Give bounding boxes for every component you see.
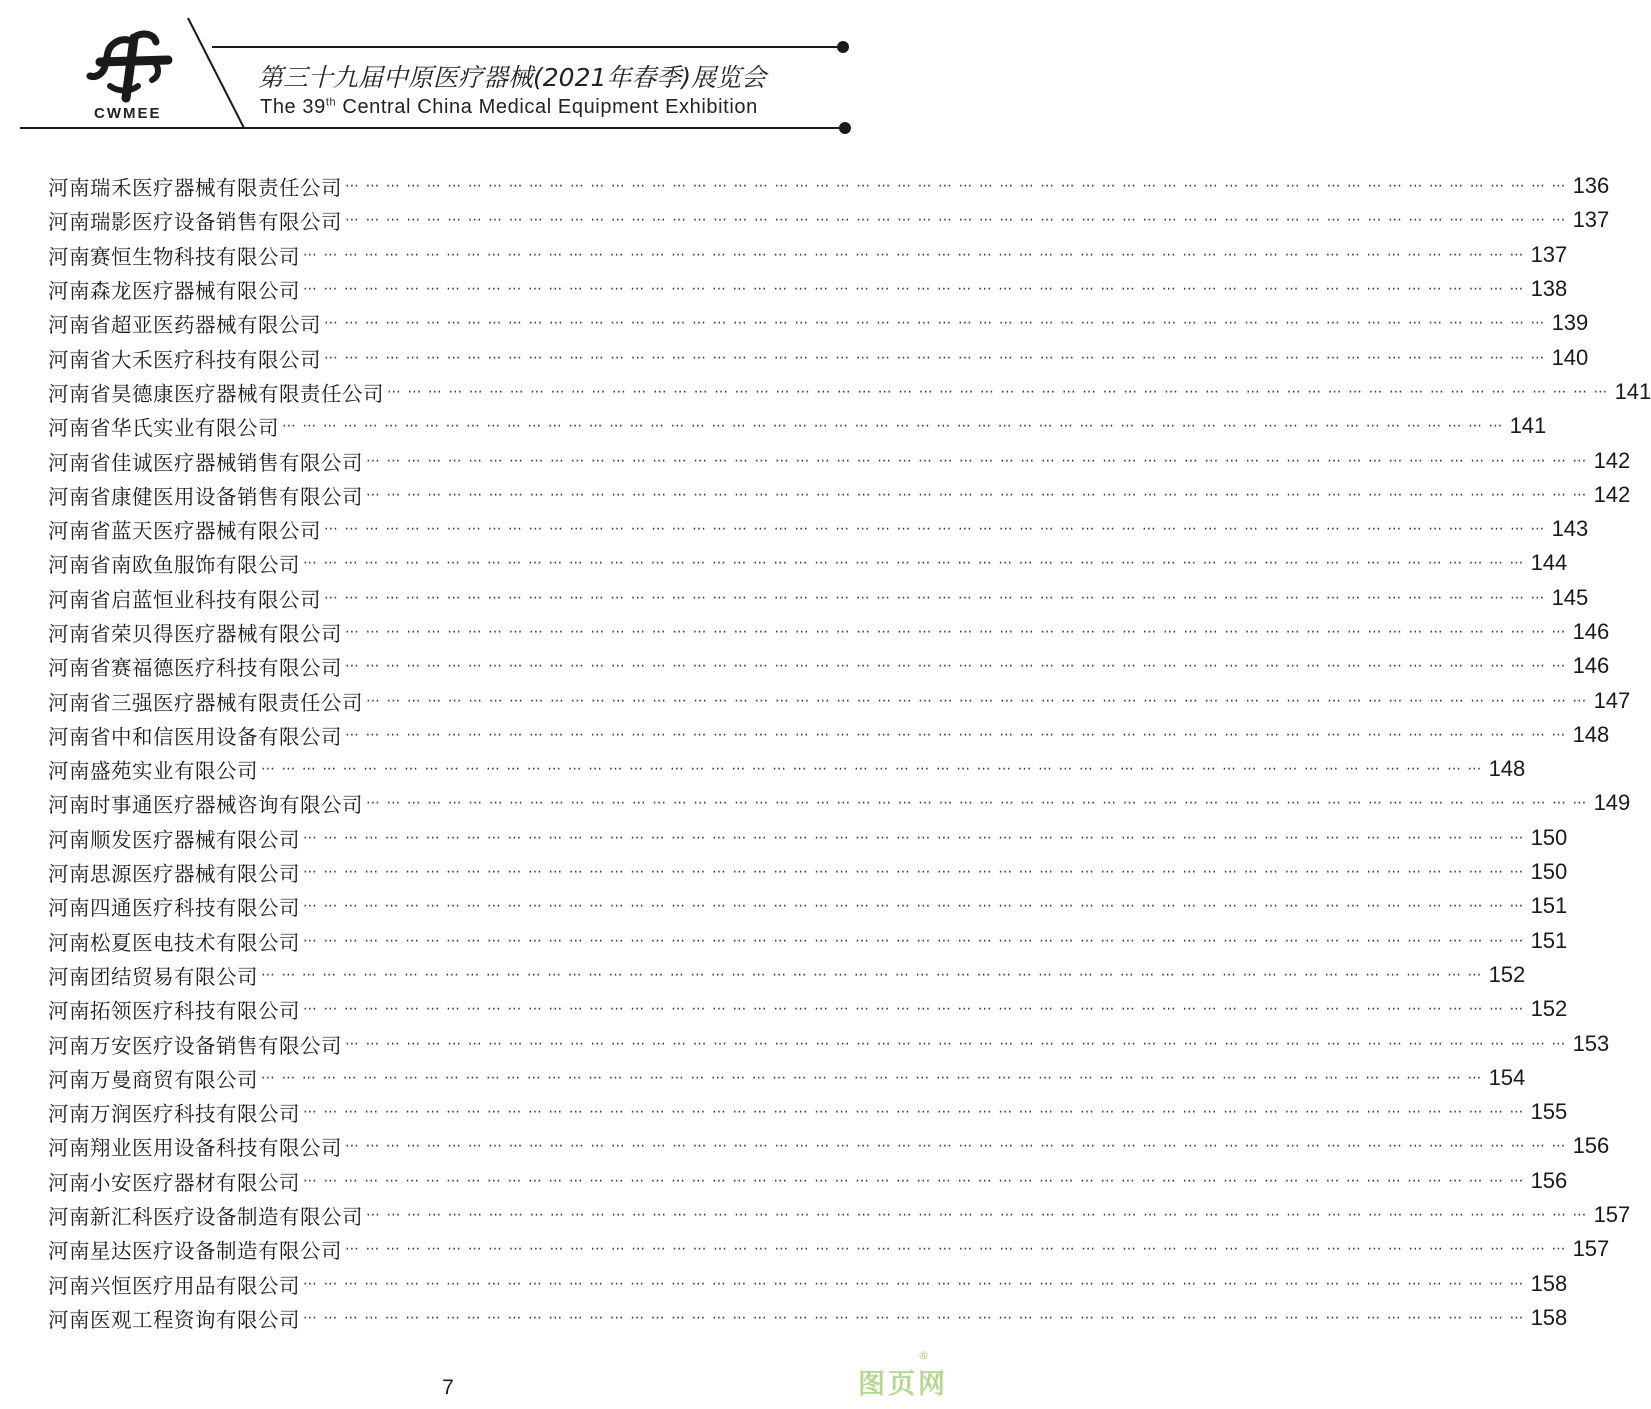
toc-entry xyxy=(48,821,1568,855)
toc-leader-dots: ⋯ ⋯ ⋯ ⋯ ⋯ ⋯ ⋯ ⋯ ⋯ ⋯ ⋯ ⋯ ⋯ ⋯ ⋯ ⋯ ⋯ ⋯ ⋯ ⋯ ⋯ ⋯ ⋯ ⋯ ⋯ ⋯ ⋯ ⋯ ⋯ ⋯ ⋯ ⋯ ⋯ ⋯ ⋯ ⋯ ⋯ ⋯ ⋯ ⋯ ⋯ ⋯ ⋯ ⋯ ⋯ ⋯ ⋯ ⋯ ⋯ ⋯ ⋯ ⋯ ⋯ ⋯ ⋯ ⋯ ⋯ ⋯ ⋯ ⋯ xyxy=(303,246,1525,263)
exhibition-title-cn: 第三十九届中原医疗器械(2021年春季)展览会 xyxy=(258,63,767,92)
toc-entry xyxy=(48,238,1568,272)
toc-leader-dots: ⋯ ⋯ ⋯ ⋯ ⋯ ⋯ ⋯ ⋯ ⋯ ⋯ ⋯ ⋯ ⋯ ⋯ ⋯ ⋯ ⋯ ⋯ ⋯ ⋯ ⋯ ⋯ ⋯ ⋯ ⋯ ⋯ ⋯ ⋯ ⋯ ⋯ ⋯ ⋯ ⋯ ⋯ ⋯ ⋯ ⋯ ⋯ ⋯ ⋯ ⋯ ⋯ ⋯ ⋯ ⋯ ⋯ ⋯ ⋯ ⋯ ⋯ ⋯ ⋯ ⋯ ⋯ ⋯ ⋯ ⋯ ⋯ ⋯ ⋯ xyxy=(303,898,1525,915)
toc-entry xyxy=(48,1129,1610,1163)
toc-entry xyxy=(48,1301,1568,1335)
toc-entry xyxy=(48,272,1568,306)
toc-entry-page: 152 xyxy=(1488,961,1526,987)
toc-leader-dots: ⋯ ⋯ ⋯ ⋯ ⋯ ⋯ ⋯ ⋯ ⋯ ⋯ ⋯ ⋯ ⋯ ⋯ ⋯ ⋯ ⋯ ⋯ ⋯ ⋯ ⋯ ⋯ ⋯ ⋯ ⋯ ⋯ ⋯ ⋯ ⋯ ⋯ ⋯ ⋯ ⋯ ⋯ ⋯ ⋯ ⋯ ⋯ ⋯ ⋯ ⋯ ⋯ ⋯ ⋯ ⋯ ⋯ ⋯ ⋯ ⋯ ⋯ ⋯ ⋯ ⋯ ⋯ ⋯ ⋯ ⋯ ⋯ ⋯ ⋯ xyxy=(303,1309,1525,1326)
toc-entry-page: 146 xyxy=(1572,653,1610,679)
toc-entry xyxy=(48,683,1631,717)
toc-entry xyxy=(48,649,1610,683)
toc-leader-dots: ⋯ ⋯ ⋯ ⋯ ⋯ ⋯ ⋯ ⋯ ⋯ ⋯ ⋯ ⋯ ⋯ ⋯ ⋯ ⋯ ⋯ ⋯ ⋯ ⋯ ⋯ ⋯ ⋯ ⋯ ⋯ ⋯ ⋯ ⋯ ⋯ ⋯ ⋯ ⋯ ⋯ ⋯ ⋯ ⋯ ⋯ ⋯ ⋯ ⋯ ⋯ ⋯ ⋯ ⋯ ⋯ ⋯ ⋯ ⋯ ⋯ ⋯ ⋯ ⋯ ⋯ ⋯ ⋯ ⋯ ⋯ ⋯ ⋯ ⋯ xyxy=(345,624,1567,640)
toc-leader-dots: ⋯ ⋯ ⋯ ⋯ ⋯ ⋯ ⋯ ⋯ ⋯ ⋯ ⋯ ⋯ ⋯ ⋯ ⋯ ⋯ ⋯ ⋯ ⋯ ⋯ ⋯ ⋯ ⋯ ⋯ ⋯ ⋯ ⋯ ⋯ ⋯ ⋯ ⋯ ⋯ ⋯ ⋯ ⋯ ⋯ ⋯ ⋯ ⋯ ⋯ ⋯ ⋯ ⋯ ⋯ ⋯ ⋯ ⋯ ⋯ ⋯ ⋯ ⋯ ⋯ ⋯ ⋯ ⋯ ⋯ ⋯ ⋯ ⋯ ⋯ xyxy=(345,1241,1567,1258)
toc-entry-page: 154 xyxy=(1488,1064,1526,1090)
toc-entry-page: 155 xyxy=(1530,1099,1568,1125)
title-en-prefix: The 39 xyxy=(260,96,326,118)
toc-entry-page: 158 xyxy=(1530,1304,1568,1330)
toc-entry-name: 河南万润医疗科技有限公司 xyxy=(48,1102,300,1127)
toc-leader-dots: ⋯ ⋯ ⋯ ⋯ ⋯ ⋯ ⋯ ⋯ ⋯ ⋯ ⋯ ⋯ ⋯ ⋯ ⋯ ⋯ ⋯ ⋯ ⋯ ⋯ ⋯ ⋯ ⋯ ⋯ ⋯ ⋯ ⋯ ⋯ ⋯ ⋯ ⋯ ⋯ ⋯ ⋯ ⋯ ⋯ ⋯ ⋯ ⋯ ⋯ ⋯ ⋯ ⋯ ⋯ ⋯ ⋯ ⋯ ⋯ ⋯ ⋯ ⋯ ⋯ ⋯ ⋯ ⋯ ⋯ ⋯ ⋯ ⋯ ⋯ xyxy=(303,281,1525,298)
toc-entry xyxy=(48,443,1631,477)
toc-entry-name: 河南医观工程资询有限公司 xyxy=(48,1307,300,1332)
toc-entry-name: 河南新汇科医疗设备制造有限公司 xyxy=(48,1205,363,1230)
toc-entry xyxy=(48,169,1610,203)
toc-entry-name: 河南省大禾医疗科技有限公司 xyxy=(48,347,321,372)
toc-leader-dots: ⋯ ⋯ ⋯ ⋯ ⋯ ⋯ ⋯ ⋯ ⋯ ⋯ ⋯ ⋯ ⋯ ⋯ ⋯ ⋯ ⋯ ⋯ ⋯ ⋯ ⋯ ⋯ ⋯ ⋯ ⋯ ⋯ ⋯ ⋯ ⋯ ⋯ ⋯ ⋯ ⋯ ⋯ ⋯ ⋯ ⋯ ⋯ ⋯ ⋯ ⋯ ⋯ ⋯ ⋯ ⋯ ⋯ ⋯ ⋯ ⋯ ⋯ ⋯ ⋯ ⋯ ⋯ ⋯ ⋯ ⋯ ⋯ ⋯ ⋯ xyxy=(324,315,1546,332)
toc-entry-name: 河南万安医疗设备销售有限公司 xyxy=(48,1033,342,1058)
toc-entry-name: 河南顺发医疗器械有限公司 xyxy=(48,827,300,852)
toc-entry-name: 河南省启蓝恒业科技有限公司 xyxy=(48,587,321,612)
toc-entry-name: 河南兴恒医疗用品有限公司 xyxy=(48,1273,300,1298)
toc-leader-dots: ⋯ ⋯ ⋯ ⋯ ⋯ ⋯ ⋯ ⋯ ⋯ ⋯ ⋯ ⋯ ⋯ ⋯ ⋯ ⋯ ⋯ ⋯ ⋯ ⋯ ⋯ ⋯ ⋯ ⋯ ⋯ ⋯ ⋯ ⋯ ⋯ ⋯ ⋯ ⋯ ⋯ ⋯ ⋯ ⋯ ⋯ ⋯ ⋯ ⋯ ⋯ ⋯ ⋯ ⋯ ⋯ ⋯ ⋯ ⋯ ⋯ ⋯ ⋯ ⋯ ⋯ ⋯ ⋯ ⋯ ⋯ ⋯ ⋯ ⋯ xyxy=(261,761,1483,778)
toc-leader-dots: ⋯ ⋯ ⋯ ⋯ ⋯ ⋯ ⋯ ⋯ ⋯ ⋯ ⋯ ⋯ ⋯ ⋯ ⋯ ⋯ ⋯ ⋯ ⋯ ⋯ ⋯ ⋯ ⋯ ⋯ ⋯ ⋯ ⋯ ⋯ ⋯ ⋯ ⋯ ⋯ ⋯ ⋯ ⋯ ⋯ ⋯ ⋯ ⋯ ⋯ ⋯ ⋯ ⋯ ⋯ ⋯ ⋯ ⋯ ⋯ ⋯ ⋯ ⋯ ⋯ ⋯ ⋯ ⋯ ⋯ ⋯ ⋯ ⋯ ⋯ xyxy=(303,555,1525,572)
toc-leader-dots: ⋯ ⋯ ⋯ ⋯ ⋯ ⋯ ⋯ ⋯ ⋯ ⋯ ⋯ ⋯ ⋯ ⋯ ⋯ ⋯ ⋯ ⋯ ⋯ ⋯ ⋯ ⋯ ⋯ ⋯ ⋯ ⋯ ⋯ ⋯ ⋯ ⋯ ⋯ ⋯ ⋯ ⋯ ⋯ ⋯ ⋯ ⋯ ⋯ ⋯ ⋯ ⋯ ⋯ ⋯ ⋯ ⋯ ⋯ ⋯ ⋯ ⋯ ⋯ ⋯ ⋯ ⋯ ⋯ ⋯ ⋯ ⋯ ⋯ ⋯ xyxy=(303,932,1525,949)
toc-entry-name: 河南时事通医疗器械咨询有限公司 xyxy=(48,793,363,818)
toc-entry-page: 138 xyxy=(1530,276,1568,302)
cwmee-logo-icon xyxy=(90,34,168,98)
toc-entry xyxy=(48,958,1526,992)
toc-entry-name: 河南省佳诚医疗器械销售有限公司 xyxy=(48,450,363,475)
toc-leader-dots: ⋯ ⋯ ⋯ ⋯ ⋯ ⋯ ⋯ ⋯ ⋯ ⋯ ⋯ ⋯ ⋯ ⋯ ⋯ ⋯ ⋯ ⋯ ⋯ ⋯ ⋯ ⋯ ⋯ ⋯ ⋯ ⋯ ⋯ ⋯ ⋯ ⋯ ⋯ ⋯ ⋯ ⋯ ⋯ ⋯ ⋯ ⋯ ⋯ ⋯ ⋯ ⋯ ⋯ ⋯ ⋯ ⋯ ⋯ ⋯ ⋯ ⋯ ⋯ ⋯ ⋯ ⋯ ⋯ ⋯ ⋯ ⋯ ⋯ ⋯ xyxy=(345,178,1567,195)
toc-entry xyxy=(48,375,1651,409)
toc-leader-dots: ⋯ ⋯ ⋯ ⋯ ⋯ ⋯ ⋯ ⋯ ⋯ ⋯ ⋯ ⋯ ⋯ ⋯ ⋯ ⋯ ⋯ ⋯ ⋯ ⋯ ⋯ ⋯ ⋯ ⋯ ⋯ ⋯ ⋯ ⋯ ⋯ ⋯ ⋯ ⋯ ⋯ ⋯ ⋯ ⋯ ⋯ ⋯ ⋯ ⋯ ⋯ ⋯ ⋯ ⋯ ⋯ ⋯ ⋯ ⋯ ⋯ ⋯ ⋯ ⋯ ⋯ ⋯ ⋯ ⋯ ⋯ ⋯ ⋯ ⋯ xyxy=(303,864,1525,881)
toc-entry xyxy=(48,1061,1526,1095)
toc-entry xyxy=(48,1232,1610,1266)
page-header xyxy=(0,0,980,140)
toc-leader-dots: ⋯ ⋯ ⋯ ⋯ ⋯ ⋯ ⋯ ⋯ ⋯ ⋯ ⋯ ⋯ ⋯ ⋯ ⋯ ⋯ ⋯ ⋯ ⋯ ⋯ ⋯ ⋯ ⋯ ⋯ ⋯ ⋯ ⋯ ⋯ ⋯ ⋯ ⋯ ⋯ ⋯ ⋯ ⋯ ⋯ ⋯ ⋯ ⋯ ⋯ ⋯ ⋯ ⋯ ⋯ ⋯ ⋯ ⋯ ⋯ ⋯ ⋯ ⋯ ⋯ ⋯ ⋯ ⋯ ⋯ ⋯ ⋯ ⋯ ⋯ xyxy=(366,486,1588,503)
toc-entry-page: 144 xyxy=(1530,550,1568,576)
toc-leader-dots: ⋯ ⋯ ⋯ ⋯ ⋯ ⋯ ⋯ ⋯ ⋯ ⋯ ⋯ ⋯ ⋯ ⋯ ⋯ ⋯ ⋯ ⋯ ⋯ ⋯ ⋯ ⋯ ⋯ ⋯ ⋯ ⋯ ⋯ ⋯ ⋯ ⋯ ⋯ ⋯ ⋯ ⋯ ⋯ ⋯ ⋯ ⋯ ⋯ ⋯ ⋯ ⋯ ⋯ ⋯ ⋯ ⋯ ⋯ ⋯ ⋯ ⋯ ⋯ ⋯ ⋯ ⋯ ⋯ ⋯ ⋯ ⋯ ⋯ ⋯ xyxy=(345,658,1567,675)
toc-entry-name: 河南星达医疗设备制造有限公司 xyxy=(48,1239,342,1264)
toc-entry-page: 146 xyxy=(1572,619,1610,644)
title-en-suffix: Central China Medical Equipment Exhibition xyxy=(336,96,758,118)
toc-entry-page: 145 xyxy=(1551,584,1589,610)
toc-leader-dots: ⋯ ⋯ ⋯ ⋯ ⋯ ⋯ ⋯ ⋯ ⋯ ⋯ ⋯ ⋯ ⋯ ⋯ ⋯ ⋯ ⋯ ⋯ ⋯ ⋯ ⋯ ⋯ ⋯ ⋯ ⋯ ⋯ ⋯ ⋯ ⋯ ⋯ ⋯ ⋯ ⋯ ⋯ ⋯ ⋯ ⋯ ⋯ ⋯ ⋯ ⋯ ⋯ ⋯ ⋯ ⋯ ⋯ ⋯ ⋯ ⋯ ⋯ ⋯ ⋯ ⋯ ⋯ ⋯ ⋯ ⋯ ⋯ ⋯ ⋯ xyxy=(345,212,1567,229)
toc-leader-dots: ⋯ ⋯ ⋯ ⋯ ⋯ ⋯ ⋯ ⋯ ⋯ ⋯ ⋯ ⋯ ⋯ ⋯ ⋯ ⋯ ⋯ ⋯ ⋯ ⋯ ⋯ ⋯ ⋯ ⋯ ⋯ ⋯ ⋯ ⋯ ⋯ ⋯ ⋯ ⋯ ⋯ ⋯ ⋯ ⋯ ⋯ ⋯ ⋯ ⋯ ⋯ ⋯ ⋯ ⋯ ⋯ ⋯ ⋯ ⋯ ⋯ ⋯ ⋯ ⋯ ⋯ ⋯ ⋯ ⋯ ⋯ ⋯ ⋯ ⋯ xyxy=(345,1138,1567,1155)
watermark-registered-mark: ® xyxy=(918,1349,929,1362)
toc-entry-page: 148 xyxy=(1572,721,1610,747)
toc-entry-page: 137 xyxy=(1530,241,1568,267)
toc-entry-name: 河南省中和信医用设备有限公司 xyxy=(48,724,342,749)
toc-entry-page: 143 xyxy=(1551,516,1589,542)
toc-entry-page: 149 xyxy=(1593,790,1631,816)
toc-entry-name: 河南思源医疗器械有限公司 xyxy=(48,862,300,887)
toc-entry xyxy=(48,478,1631,512)
toc-entry xyxy=(48,1026,1610,1060)
toc-entry xyxy=(48,340,1589,374)
toc-entry xyxy=(48,1198,1631,1232)
toc-entry-name: 河南拓领医疗科技有限公司 xyxy=(48,999,300,1024)
toc-entry xyxy=(48,1164,1568,1198)
toc-entry-name: 河南省华氏实业有限公司 xyxy=(48,416,279,441)
toc-leader-dots: ⋯ ⋯ ⋯ ⋯ ⋯ ⋯ ⋯ ⋯ ⋯ ⋯ ⋯ ⋯ ⋯ ⋯ ⋯ ⋯ ⋯ ⋯ ⋯ ⋯ ⋯ ⋯ ⋯ ⋯ ⋯ ⋯ ⋯ ⋯ ⋯ ⋯ ⋯ ⋯ ⋯ ⋯ ⋯ ⋯ ⋯ ⋯ ⋯ ⋯ ⋯ ⋯ ⋯ ⋯ ⋯ ⋯ ⋯ ⋯ ⋯ ⋯ ⋯ ⋯ ⋯ ⋯ ⋯ ⋯ ⋯ ⋯ ⋯ ⋯ xyxy=(324,349,1546,366)
toc-entry xyxy=(48,409,1547,443)
toc-entry-name: 河南省三强医疗器械有限责任公司 xyxy=(48,690,363,715)
toc-entry-page: 148 xyxy=(1488,756,1526,782)
toc-entry-name: 河南万曼商贸有限公司 xyxy=(48,1067,258,1092)
toc-entry-page: 141 xyxy=(1509,413,1547,439)
toc-entry-page: 137 xyxy=(1572,207,1610,233)
exhibition-title-en xyxy=(260,96,758,119)
logo-text: CWMEE xyxy=(94,105,162,122)
toc-leader-dots: ⋯ ⋯ ⋯ ⋯ ⋯ ⋯ ⋯ ⋯ ⋯ ⋯ ⋯ ⋯ ⋯ ⋯ ⋯ ⋯ ⋯ ⋯ ⋯ ⋯ ⋯ ⋯ ⋯ ⋯ ⋯ ⋯ ⋯ ⋯ ⋯ ⋯ ⋯ ⋯ ⋯ ⋯ ⋯ ⋯ ⋯ ⋯ ⋯ ⋯ ⋯ ⋯ ⋯ ⋯ ⋯ ⋯ ⋯ ⋯ ⋯ ⋯ ⋯ ⋯ ⋯ ⋯ ⋯ ⋯ ⋯ ⋯ ⋯ ⋯ xyxy=(345,726,1567,743)
toc-entry-name: 河南省荣贝得医疗器械有限公司 xyxy=(48,622,342,646)
page-number: 7 xyxy=(442,1376,454,1399)
toc-leader-dots: ⋯ ⋯ ⋯ ⋯ ⋯ ⋯ ⋯ ⋯ ⋯ ⋯ ⋯ ⋯ ⋯ ⋯ ⋯ ⋯ ⋯ ⋯ ⋯ ⋯ ⋯ ⋯ ⋯ ⋯ ⋯ ⋯ ⋯ ⋯ ⋯ ⋯ ⋯ ⋯ ⋯ ⋯ ⋯ ⋯ ⋯ ⋯ ⋯ ⋯ ⋯ ⋯ ⋯ ⋯ ⋯ ⋯ ⋯ ⋯ ⋯ ⋯ ⋯ ⋯ ⋯ ⋯ ⋯ ⋯ ⋯ ⋯ ⋯ ⋯ xyxy=(324,521,1546,538)
toc-entry-name: 河南小安医疗器材有限公司 xyxy=(48,1170,300,1195)
toc-entry-page: 150 xyxy=(1530,859,1568,885)
toc-leader-dots: ⋯ ⋯ ⋯ ⋯ ⋯ ⋯ ⋯ ⋯ ⋯ ⋯ ⋯ ⋯ ⋯ ⋯ ⋯ ⋯ ⋯ ⋯ ⋯ ⋯ ⋯ ⋯ ⋯ ⋯ ⋯ ⋯ ⋯ ⋯ ⋯ ⋯ ⋯ ⋯ ⋯ ⋯ ⋯ ⋯ ⋯ ⋯ ⋯ ⋯ ⋯ ⋯ ⋯ ⋯ ⋯ ⋯ ⋯ ⋯ ⋯ ⋯ ⋯ ⋯ ⋯ ⋯ ⋯ ⋯ ⋯ ⋯ ⋯ ⋯ xyxy=(303,1104,1525,1121)
toc-entry-name: 河南盛苑实业有限公司 xyxy=(48,759,258,784)
toc-leader-dots: ⋯ ⋯ ⋯ ⋯ ⋯ ⋯ ⋯ ⋯ ⋯ ⋯ ⋯ ⋯ ⋯ ⋯ ⋯ ⋯ ⋯ ⋯ ⋯ ⋯ ⋯ ⋯ ⋯ ⋯ ⋯ ⋯ ⋯ ⋯ ⋯ ⋯ ⋯ ⋯ ⋯ ⋯ ⋯ ⋯ ⋯ ⋯ ⋯ ⋯ ⋯ ⋯ ⋯ ⋯ ⋯ ⋯ ⋯ ⋯ ⋯ ⋯ ⋯ ⋯ ⋯ ⋯ ⋯ ⋯ ⋯ ⋯ ⋯ ⋯ xyxy=(303,1275,1525,1292)
toc-entry xyxy=(48,546,1568,580)
toc-leader-dots: ⋯ ⋯ ⋯ ⋯ ⋯ ⋯ ⋯ ⋯ ⋯ ⋯ ⋯ ⋯ ⋯ ⋯ ⋯ ⋯ ⋯ ⋯ ⋯ ⋯ ⋯ ⋯ ⋯ ⋯ ⋯ ⋯ ⋯ ⋯ ⋯ ⋯ ⋯ ⋯ ⋯ ⋯ ⋯ ⋯ ⋯ ⋯ ⋯ ⋯ ⋯ ⋯ ⋯ ⋯ ⋯ ⋯ ⋯ ⋯ ⋯ ⋯ ⋯ ⋯ ⋯ ⋯ ⋯ ⋯ ⋯ ⋯ ⋯ ⋯ xyxy=(366,692,1588,709)
toc-entry-page: 158 xyxy=(1530,1270,1568,1296)
toc-entry-page: 157 xyxy=(1593,1202,1631,1228)
toc-leader-dots: ⋯ ⋯ ⋯ ⋯ ⋯ ⋯ ⋯ ⋯ ⋯ ⋯ ⋯ ⋯ ⋯ ⋯ ⋯ ⋯ ⋯ ⋯ ⋯ ⋯ ⋯ ⋯ ⋯ ⋯ ⋯ ⋯ ⋯ ⋯ ⋯ ⋯ ⋯ ⋯ ⋯ ⋯ ⋯ ⋯ ⋯ ⋯ ⋯ ⋯ ⋯ ⋯ ⋯ ⋯ ⋯ ⋯ ⋯ ⋯ ⋯ ⋯ ⋯ ⋯ ⋯ ⋯ ⋯ ⋯ ⋯ ⋯ ⋯ ⋯ xyxy=(261,1069,1483,1086)
table-of-contents xyxy=(48,169,1651,1335)
toc-entry xyxy=(48,924,1568,958)
toc-leader-dots: ⋯ ⋯ ⋯ ⋯ ⋯ ⋯ ⋯ ⋯ ⋯ ⋯ ⋯ ⋯ ⋯ ⋯ ⋯ ⋯ ⋯ ⋯ ⋯ ⋯ ⋯ ⋯ ⋯ ⋯ ⋯ ⋯ ⋯ ⋯ ⋯ ⋯ ⋯ ⋯ ⋯ ⋯ ⋯ ⋯ ⋯ ⋯ ⋯ ⋯ ⋯ ⋯ ⋯ ⋯ ⋯ ⋯ ⋯ ⋯ ⋯ ⋯ ⋯ ⋯ ⋯ ⋯ ⋯ ⋯ ⋯ ⋯ ⋯ ⋯ xyxy=(303,829,1525,846)
toc-entry xyxy=(48,752,1526,786)
toc-entry xyxy=(48,786,1631,820)
toc-leader-dots: ⋯ ⋯ ⋯ ⋯ ⋯ ⋯ ⋯ ⋯ ⋯ ⋯ ⋯ ⋯ ⋯ ⋯ ⋯ ⋯ ⋯ ⋯ ⋯ ⋯ ⋯ ⋯ ⋯ ⋯ ⋯ ⋯ ⋯ ⋯ ⋯ ⋯ ⋯ ⋯ ⋯ ⋯ ⋯ ⋯ ⋯ ⋯ ⋯ ⋯ ⋯ ⋯ ⋯ ⋯ ⋯ ⋯ ⋯ ⋯ ⋯ ⋯ ⋯ ⋯ ⋯ ⋯ ⋯ ⋯ ⋯ ⋯ ⋯ ⋯ xyxy=(324,589,1546,606)
toc-entry xyxy=(48,1267,1568,1301)
toc-leader-dots: ⋯ ⋯ ⋯ ⋯ ⋯ ⋯ ⋯ ⋯ ⋯ ⋯ ⋯ ⋯ ⋯ ⋯ ⋯ ⋯ ⋯ ⋯ ⋯ ⋯ ⋯ ⋯ ⋯ ⋯ ⋯ ⋯ ⋯ ⋯ ⋯ ⋯ ⋯ ⋯ ⋯ ⋯ ⋯ ⋯ ⋯ ⋯ ⋯ ⋯ ⋯ ⋯ ⋯ ⋯ ⋯ ⋯ ⋯ ⋯ ⋯ ⋯ ⋯ ⋯ ⋯ ⋯ ⋯ ⋯ ⋯ ⋯ ⋯ ⋯ xyxy=(366,452,1588,469)
toc-leader-dots: ⋯ ⋯ ⋯ ⋯ ⋯ ⋯ ⋯ ⋯ ⋯ ⋯ ⋯ ⋯ ⋯ ⋯ ⋯ ⋯ ⋯ ⋯ ⋯ ⋯ ⋯ ⋯ ⋯ ⋯ ⋯ ⋯ ⋯ ⋯ ⋯ ⋯ ⋯ ⋯ ⋯ ⋯ ⋯ ⋯ ⋯ ⋯ ⋯ ⋯ ⋯ ⋯ ⋯ ⋯ ⋯ ⋯ ⋯ ⋯ ⋯ ⋯ ⋯ ⋯ ⋯ ⋯ ⋯ ⋯ ⋯ ⋯ ⋯ ⋯ xyxy=(366,1207,1588,1224)
toc-entry-page: 140 xyxy=(1551,344,1589,370)
toc-entry-page: 151 xyxy=(1530,927,1568,953)
watermark-logo: 图页网 xyxy=(858,1369,948,1400)
toc-entry-name: 河南森龙医疗器械有限公司 xyxy=(48,279,300,304)
toc-entry-page: 156 xyxy=(1572,1133,1610,1159)
toc-entry-page: 152 xyxy=(1530,996,1568,1022)
toc-leader-dots: ⋯ ⋯ ⋯ ⋯ ⋯ ⋯ ⋯ ⋯ ⋯ ⋯ ⋯ ⋯ ⋯ ⋯ ⋯ ⋯ ⋯ ⋯ ⋯ ⋯ ⋯ ⋯ ⋯ ⋯ ⋯ ⋯ ⋯ ⋯ ⋯ ⋯ ⋯ ⋯ ⋯ ⋯ ⋯ ⋯ ⋯ ⋯ ⋯ ⋯ ⋯ ⋯ ⋯ ⋯ ⋯ ⋯ ⋯ ⋯ ⋯ ⋯ ⋯ ⋯ ⋯ ⋯ ⋯ ⋯ ⋯ ⋯ ⋯ ⋯ xyxy=(282,418,1504,435)
toc-leader-dots: ⋯ ⋯ ⋯ ⋯ ⋯ ⋯ ⋯ ⋯ ⋯ ⋯ ⋯ ⋯ ⋯ ⋯ ⋯ ⋯ ⋯ ⋯ ⋯ ⋯ ⋯ ⋯ ⋯ ⋯ ⋯ ⋯ ⋯ ⋯ ⋯ ⋯ ⋯ ⋯ ⋯ ⋯ ⋯ ⋯ ⋯ ⋯ ⋯ ⋯ ⋯ ⋯ ⋯ ⋯ ⋯ ⋯ ⋯ ⋯ ⋯ ⋯ ⋯ ⋯ ⋯ ⋯ ⋯ ⋯ ⋯ ⋯ ⋯ ⋯ xyxy=(387,383,1609,400)
toc-entry-name: 河南赛恒生物科技有限公司 xyxy=(48,244,300,269)
toc-entry-name: 河南松夏医电技术有限公司 xyxy=(48,930,300,955)
toc-entry-page: 151 xyxy=(1530,893,1568,919)
toc-entry-page: 142 xyxy=(1593,481,1631,507)
toc-entry-page: 157 xyxy=(1572,1236,1610,1262)
toc-entry xyxy=(48,855,1568,889)
toc-leader-dots: ⋯ ⋯ ⋯ ⋯ ⋯ ⋯ ⋯ ⋯ ⋯ ⋯ ⋯ ⋯ ⋯ ⋯ ⋯ ⋯ ⋯ ⋯ ⋯ ⋯ ⋯ ⋯ ⋯ ⋯ ⋯ ⋯ ⋯ ⋯ ⋯ ⋯ ⋯ ⋯ ⋯ ⋯ ⋯ ⋯ ⋯ ⋯ ⋯ ⋯ ⋯ ⋯ ⋯ ⋯ ⋯ ⋯ ⋯ ⋯ ⋯ ⋯ ⋯ ⋯ ⋯ ⋯ ⋯ ⋯ ⋯ ⋯ ⋯ ⋯ xyxy=(303,1001,1525,1018)
toc-entry xyxy=(48,203,1610,237)
toc-entry-name: 河南省昊德康医疗器械有限责任公司 xyxy=(48,381,384,406)
toc-entry-page: 153 xyxy=(1572,1030,1610,1056)
toc-entry-page: 142 xyxy=(1593,447,1631,473)
toc-entry-name: 河南省超亚医药器械有限公司 xyxy=(48,313,321,338)
toc-entry-name: 河南瑞禾医疗器械有限责任公司 xyxy=(48,176,342,201)
toc-entry xyxy=(48,889,1568,923)
toc-entry-name: 河南瑞影医疗设备销售有限公司 xyxy=(48,210,342,235)
toc-entry-page: 150 xyxy=(1530,824,1568,850)
toc-entry-page: 136 xyxy=(1572,173,1610,199)
toc-entry xyxy=(48,306,1589,340)
toc-entry xyxy=(48,718,1610,752)
toc-entry xyxy=(48,615,1610,649)
toc-entry-page: 141 xyxy=(1614,378,1651,404)
toc-entry xyxy=(48,1095,1568,1129)
toc-leader-dots: ⋯ ⋯ ⋯ ⋯ ⋯ ⋯ ⋯ ⋯ ⋯ ⋯ ⋯ ⋯ ⋯ ⋯ ⋯ ⋯ ⋯ ⋯ ⋯ ⋯ ⋯ ⋯ ⋯ ⋯ ⋯ ⋯ ⋯ ⋯ ⋯ ⋯ ⋯ ⋯ ⋯ ⋯ ⋯ ⋯ ⋯ ⋯ ⋯ ⋯ ⋯ ⋯ ⋯ ⋯ ⋯ ⋯ ⋯ ⋯ ⋯ ⋯ ⋯ ⋯ ⋯ ⋯ ⋯ ⋯ ⋯ ⋯ ⋯ ⋯ xyxy=(345,1035,1567,1052)
toc-entry xyxy=(48,581,1589,615)
toc-entry xyxy=(48,992,1568,1026)
title-en-ordinal: th xyxy=(325,96,337,109)
toc-leader-dots: ⋯ ⋯ ⋯ ⋯ ⋯ ⋯ ⋯ ⋯ ⋯ ⋯ ⋯ ⋯ ⋯ ⋯ ⋯ ⋯ ⋯ ⋯ ⋯ ⋯ ⋯ ⋯ ⋯ ⋯ ⋯ ⋯ ⋯ ⋯ ⋯ ⋯ ⋯ ⋯ ⋯ ⋯ ⋯ ⋯ ⋯ ⋯ ⋯ ⋯ ⋯ ⋯ ⋯ ⋯ ⋯ ⋯ ⋯ ⋯ ⋯ ⋯ ⋯ ⋯ ⋯ ⋯ ⋯ ⋯ ⋯ ⋯ ⋯ ⋯ xyxy=(366,795,1588,812)
toc-entry-name: 河南省赛福德医疗科技有限公司 xyxy=(48,656,342,681)
toc-entry xyxy=(48,512,1589,546)
toc-entry-page: 156 xyxy=(1530,1167,1568,1193)
toc-entry-page: 139 xyxy=(1551,310,1589,336)
toc-leader-dots: ⋯ ⋯ ⋯ ⋯ ⋯ ⋯ ⋯ ⋯ ⋯ ⋯ ⋯ ⋯ ⋯ ⋯ ⋯ ⋯ ⋯ ⋯ ⋯ ⋯ ⋯ ⋯ ⋯ ⋯ ⋯ ⋯ ⋯ ⋯ ⋯ ⋯ ⋯ ⋯ ⋯ ⋯ ⋯ ⋯ ⋯ ⋯ ⋯ ⋯ ⋯ ⋯ ⋯ ⋯ ⋯ ⋯ ⋯ ⋯ ⋯ ⋯ ⋯ ⋯ ⋯ ⋯ ⋯ ⋯ ⋯ ⋯ ⋯ ⋯ xyxy=(261,966,1483,983)
toc-entry-name: 河南省康健医用设备销售有限公司 xyxy=(48,484,363,509)
toc-entry-page: 147 xyxy=(1593,687,1631,713)
toc-entry-name: 河南翔业医用设备科技有限公司 xyxy=(48,1136,342,1161)
toc-entry-name: 河南省南欧鱼服饰有限公司 xyxy=(48,553,300,578)
toc-entry-name: 河南团结贸易有限公司 xyxy=(48,964,258,989)
toc-leader-dots: ⋯ ⋯ ⋯ ⋯ ⋯ ⋯ ⋯ ⋯ ⋯ ⋯ ⋯ ⋯ ⋯ ⋯ ⋯ ⋯ ⋯ ⋯ ⋯ ⋯ ⋯ ⋯ ⋯ ⋯ ⋯ ⋯ ⋯ ⋯ ⋯ ⋯ ⋯ ⋯ ⋯ ⋯ ⋯ ⋯ ⋯ ⋯ ⋯ ⋯ ⋯ ⋯ ⋯ ⋯ ⋯ ⋯ ⋯ ⋯ ⋯ ⋯ ⋯ ⋯ ⋯ ⋯ ⋯ ⋯ ⋯ ⋯ ⋯ ⋯ xyxy=(303,1172,1525,1189)
toc-entry-name: 河南四通医疗科技有限公司 xyxy=(48,896,300,921)
toc-entry-name: 河南省蓝天医疗器械有限公司 xyxy=(48,519,321,544)
